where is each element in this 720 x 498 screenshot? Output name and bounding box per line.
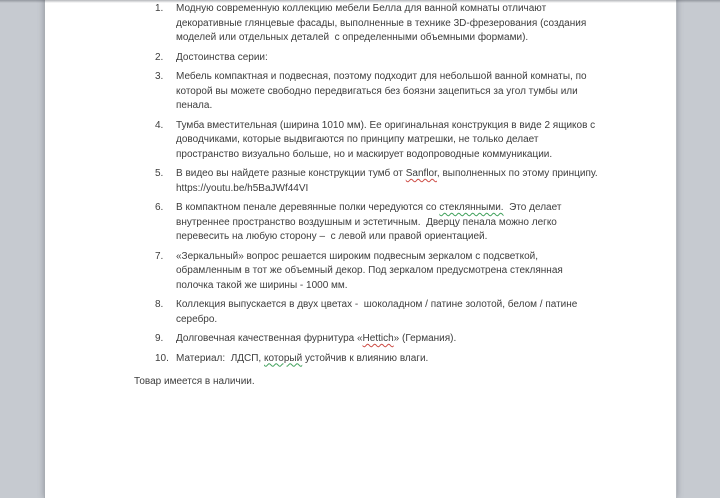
list-item-number: 2. [155, 51, 164, 63]
text-segment: Мебель компактная и подвесная, поэтому подходит для небольшой ванной комнаты, по [176, 71, 587, 82]
text-line [176, 133, 638, 148]
list-item-text [176, 119, 638, 163]
list-item-number: 7. [155, 250, 164, 262]
list-item-number: 3. [155, 71, 164, 82]
text-segment: декоративные глянцевые фасады, выполненные в технике 3D-фрезерования (создания [176, 17, 587, 29]
document-content [45, 0, 676, 390]
text-segment: перевесить на любую сторону – с левой или правой ориентацией. [176, 231, 488, 242]
list-item [134, 70, 638, 114]
list-item [134, 250, 638, 294]
document-page[interactable] [44, 0, 677, 498]
text-line [176, 216, 638, 231]
text-line [176, 99, 638, 114]
text-line [176, 201, 638, 216]
list-item-text [176, 250, 638, 294]
text-segment: » (Германия). [393, 333, 457, 344]
text-line [176, 230, 638, 245]
list-item [134, 201, 638, 245]
text-segment: В компактном пенале деревянные полки чередуются со [176, 202, 440, 213]
list-item-number: 8. [155, 299, 164, 310]
text-segment: которой вы можете свободно передвигаться без боязни зацепиться за угол тумбы или [176, 85, 578, 97]
text-segment: В видео вы найдете разные конструкции тумб от [176, 168, 406, 179]
list-item-number: 4. [155, 119, 164, 131]
text-segment: пенала. [176, 100, 213, 111]
text-segment: полочка такой же ширины - 1000 мм. [176, 279, 348, 291]
text-segment: Материал: ЛДСП, [176, 352, 264, 364]
text-segment: обрамленным в тот же объемный декор. Под зеркалом предусмотрена стеклянная [176, 265, 563, 276]
text-segment: моделей или отдельных деталей с определенными объемными формами). [176, 32, 529, 43]
text-line [176, 51, 638, 66]
misspelled-word: Hettich [362, 333, 394, 344]
text-segment: Тумба вместительная (ширина 1010 мм). Ее оригинальная конструкция в виде 2 ящиков с [176, 119, 596, 131]
text-segment: Коллекция выпускается в двух цветах - шоколадном / патине золотой, белом / патине [176, 299, 578, 310]
list-item-number: 1. [155, 3, 164, 14]
text-segment: , выполненных по этому принципу. [436, 168, 598, 179]
grammar-flagged-word: который [264, 352, 303, 364]
text-line [176, 298, 638, 313]
list-item-text [176, 51, 638, 66]
list-item-text [176, 2, 638, 46]
text-line [176, 250, 638, 265]
text-segment: «Зеркальный» вопрос решается широким подвесным зеркалом с подсветкой, [176, 250, 539, 262]
text-line [176, 31, 638, 46]
text-line [176, 119, 638, 134]
list-item-text [176, 70, 638, 114]
list-item-text [176, 167, 638, 196]
list-item-number: 6. [155, 202, 164, 213]
text-line [176, 264, 638, 279]
availability-note: Товар имеется в наличии. [134, 376, 255, 387]
list-item [134, 298, 638, 327]
text-segment: Долговечная качественная фурнитура « [176, 333, 363, 344]
text-line [176, 313, 638, 328]
text-line [176, 332, 638, 347]
text-line [176, 279, 638, 294]
text-line [176, 17, 638, 32]
text-line [176, 70, 638, 85]
grammar-flagged-word: стеклянными. [439, 202, 504, 213]
list-item [134, 2, 638, 46]
text-segment: Модную современную коллекцию мебели Белла для ванной комнаты отличают [176, 3, 547, 14]
list-item-text [176, 201, 638, 245]
list-item [134, 119, 638, 163]
list-item [134, 167, 638, 196]
text-segment: устойчив к влиянию влаги. [302, 352, 429, 364]
text-line [176, 148, 638, 163]
list-item-text [176, 332, 638, 347]
text-line [176, 167, 638, 182]
list-item [134, 51, 638, 66]
misspelled-word: Sanflor [405, 168, 437, 179]
text-segment: пространство визуально больше, но и маскирует водопроводные коммуникации. [176, 148, 553, 160]
text-segment: Достоинства серии: [176, 51, 268, 63]
list-item-text [176, 352, 638, 367]
text-segment: внутреннее пространство воздушным и эстетичным. Дверцу пенала можно легко [176, 216, 557, 228]
text-line [176, 352, 638, 367]
list-item-text [176, 298, 638, 327]
text-line [176, 85, 638, 100]
text-segment: доводчиками, которые выдвигаются по принципу матрешки, не только делает [176, 134, 539, 145]
text-segment: серебро. [176, 313, 218, 325]
list-item-number: 9. [155, 333, 164, 344]
text-segment: Это делает [503, 202, 562, 213]
text-segment: https://youtu.be/h5BaJWf44VI [176, 182, 309, 194]
text-line [176, 182, 638, 197]
numbered-list [134, 2, 638, 366]
text-line [176, 2, 638, 17]
list-item-number: 10. [155, 352, 169, 364]
list-item-number: 5. [155, 168, 164, 179]
list-item [134, 332, 638, 347]
list-item [134, 352, 638, 367]
